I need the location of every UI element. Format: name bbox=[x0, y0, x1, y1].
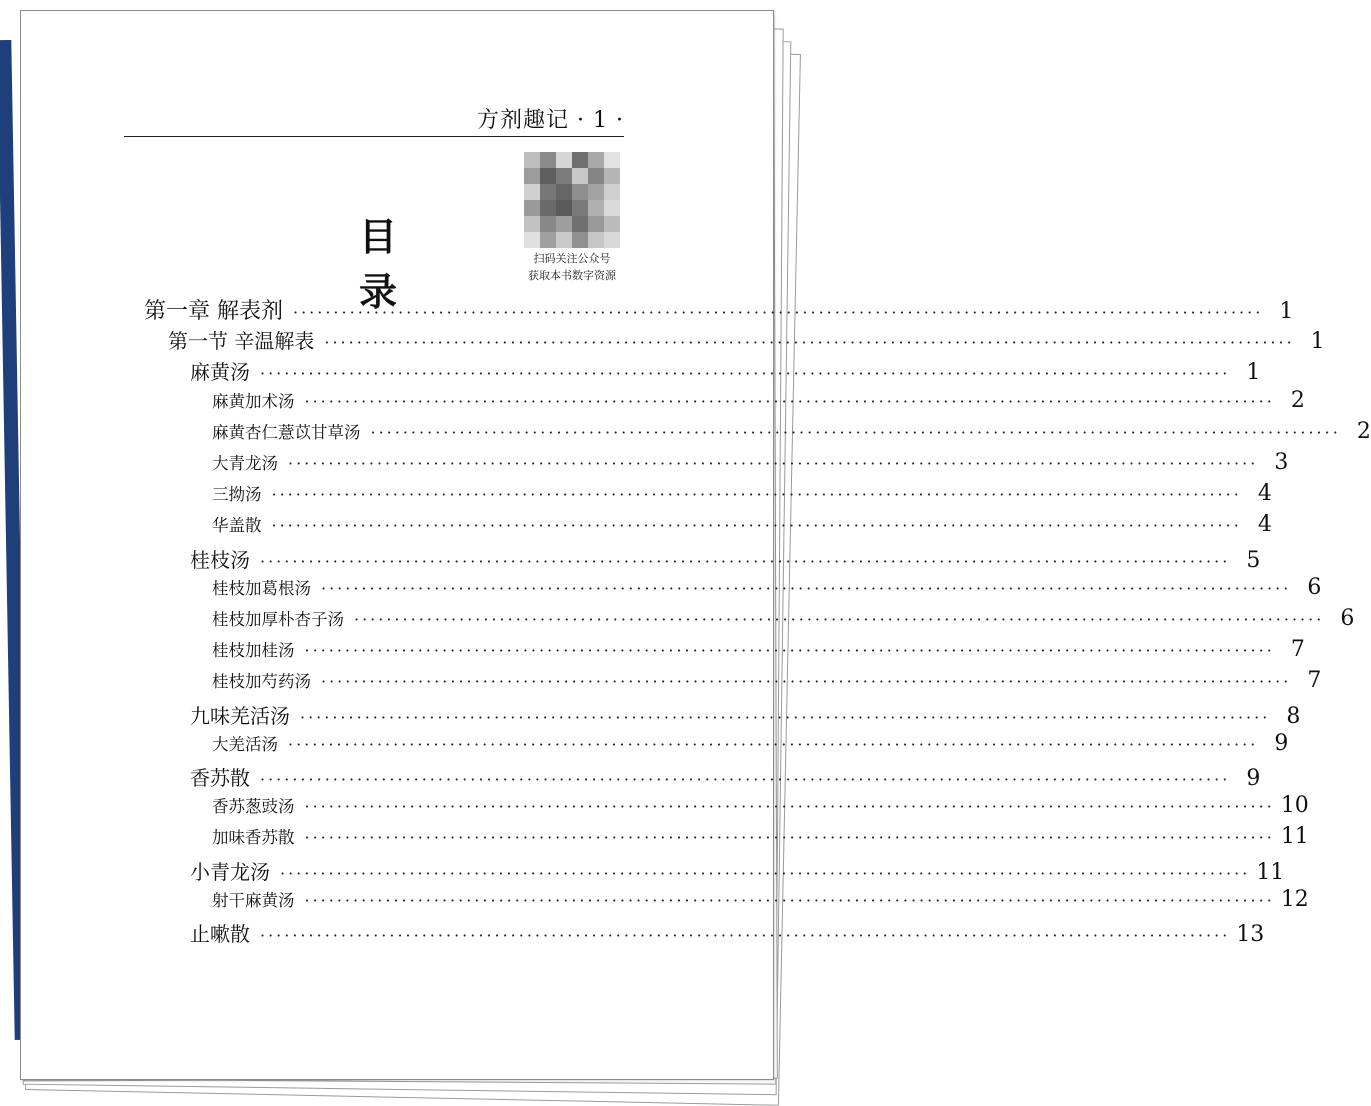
qr-pixel bbox=[540, 232, 556, 248]
toc-leader-dots: ························································································································ bbox=[300, 707, 1271, 727]
toc-entry[interactable] bbox=[168, 325, 1325, 355]
toc-entry-label: 大羌活汤 bbox=[212, 734, 278, 754]
toc-entry[interactable] bbox=[190, 356, 1261, 386]
toc-leader-dots: ························································································································ bbox=[324, 333, 1295, 353]
toc-entry-label: 香苏葱豉汤 bbox=[212, 797, 295, 817]
toc-entry-label: 麻黄杏仁薏苡甘草汤 bbox=[212, 422, 361, 442]
toc-page-number: 11 bbox=[1256, 859, 1285, 885]
qr-pixel bbox=[588, 184, 604, 200]
running-head: 方剂趣记 · 1 · bbox=[477, 108, 624, 133]
toc-entry[interactable] bbox=[190, 700, 1301, 729]
toc-leader-dots: ························································································································ bbox=[288, 734, 1259, 754]
qr-pixel bbox=[556, 200, 572, 216]
toc-entry[interactable] bbox=[212, 606, 1355, 631]
toc-page-number: 1 bbox=[1246, 360, 1261, 386]
toc-leader-dots: ························································································································ bbox=[260, 770, 1231, 789]
qr-pixel bbox=[572, 168, 588, 184]
toc-page-number: 12 bbox=[1280, 886, 1309, 912]
toc-entry-label: 香苏散 bbox=[190, 766, 250, 790]
toc-leader-dots: ························································································································ bbox=[280, 863, 1251, 883]
qr-pixel bbox=[588, 232, 604, 248]
toc-page-number: 1 bbox=[1310, 329, 1325, 355]
qr-pixel bbox=[604, 232, 620, 248]
toc-page-number: 7 bbox=[1307, 668, 1322, 694]
toc-entry-label: 桂枝加芍药汤 bbox=[212, 672, 311, 692]
toc-entry[interactable] bbox=[144, 294, 1294, 325]
toc-page-number: 1 bbox=[1279, 299, 1294, 324]
qr-pixel bbox=[540, 168, 556, 184]
qr-pixel bbox=[556, 184, 572, 200]
qr-pixel bbox=[588, 168, 604, 184]
toc-leader-dots: ························································································································ bbox=[304, 641, 1275, 661]
toc-leader-dots: ························································································································ bbox=[354, 610, 1325, 629]
toc-entry[interactable] bbox=[190, 856, 1285, 885]
toc-entry[interactable] bbox=[212, 793, 1309, 819]
toc-page-number: 13 bbox=[1236, 922, 1265, 947]
qr-pixel bbox=[540, 216, 556, 232]
toc-entry[interactable] bbox=[212, 574, 1322, 600]
toc-entry[interactable] bbox=[190, 544, 1261, 573]
toc-leader-dots: ························································································································ bbox=[304, 797, 1275, 817]
toc-leader-dots: ························································································································ bbox=[260, 364, 1231, 384]
toc-entry-label: 三拗汤 bbox=[212, 485, 262, 505]
toc-page-number: 2 bbox=[1290, 387, 1305, 413]
page-title: 目 录 bbox=[358, 215, 425, 314]
qr-pixel bbox=[588, 216, 604, 232]
toc-page-number: 9 bbox=[1246, 766, 1261, 791]
toc-entry-label: 华盖散 bbox=[212, 516, 262, 536]
qr-pixel bbox=[556, 216, 572, 232]
toc-entry-label: 桂枝加桂汤 bbox=[212, 641, 295, 661]
toc-page-number: 11 bbox=[1280, 824, 1309, 850]
toc-entry-label: 九味羌活汤 bbox=[190, 703, 290, 728]
qr-pixel bbox=[524, 216, 540, 232]
toc-entry[interactable] bbox=[190, 918, 1265, 947]
qr-pixel bbox=[524, 232, 540, 248]
toc-entry-label: 麻黄汤 bbox=[190, 360, 250, 385]
qr-pixel bbox=[604, 152, 620, 168]
qr-caption bbox=[516, 250, 628, 284]
toc-entry[interactable] bbox=[212, 512, 1272, 538]
qr-pixel bbox=[572, 152, 588, 168]
toc-entry[interactable] bbox=[190, 762, 1261, 791]
toc-entry-label: 小青龙汤 bbox=[190, 859, 270, 884]
qr-pixel bbox=[604, 200, 620, 216]
toc-entry[interactable] bbox=[212, 668, 1322, 694]
toc-page-number: 4 bbox=[1257, 481, 1272, 507]
toc-entry-label: 桂枝加厚朴杏子汤 bbox=[212, 610, 344, 629]
toc-page-number: 6 bbox=[1307, 574, 1322, 600]
qr-pixel bbox=[524, 168, 540, 184]
toc-page-number: 7 bbox=[1290, 637, 1305, 663]
qr-pixel bbox=[572, 200, 588, 216]
toc-page-number: 3 bbox=[1274, 450, 1289, 475]
toc-entry-label: 桂枝汤 bbox=[190, 547, 250, 572]
toc-entry-label: 桂枝加葛根汤 bbox=[212, 578, 311, 598]
toc-leader-dots: ························································································································ bbox=[304, 391, 1275, 411]
toc-entry-label: 第一章 解表剂 bbox=[144, 299, 283, 324]
toc-entry[interactable] bbox=[212, 387, 1305, 413]
toc-page-number: 8 bbox=[1286, 703, 1301, 729]
toc-leader-dots: ························································································································ bbox=[260, 926, 1231, 945]
toc-entry[interactable] bbox=[212, 730, 1289, 756]
toc-entry[interactable] bbox=[212, 824, 1309, 850]
toc-leader-dots: ························································································································ bbox=[271, 485, 1242, 505]
qr-caption-line1: 扫码关注公众号 bbox=[533, 252, 611, 265]
toc-leader-dots: ························································································································ bbox=[321, 672, 1292, 692]
toc-entry[interactable] bbox=[212, 450, 1289, 475]
toc-entry-label: 麻黄加术汤 bbox=[212, 391, 295, 411]
toc-leader-dots: ························································································································ bbox=[321, 578, 1292, 598]
qr-pixel bbox=[556, 232, 572, 248]
qr-pixel bbox=[572, 216, 588, 232]
toc-entry-label: 射干麻黄汤 bbox=[212, 890, 295, 910]
qr-pixel bbox=[540, 152, 556, 168]
toc-entry[interactable] bbox=[212, 886, 1309, 912]
toc-entry-label: 大青龙汤 bbox=[212, 454, 278, 473]
toc-leader-dots: ························································································································ bbox=[260, 551, 1231, 571]
toc-entry-label: 第一节 辛温解表 bbox=[168, 329, 315, 354]
qr-caption-line2: 获取本书数字资源 bbox=[528, 269, 616, 282]
toc-leader-dots: ························································································································ bbox=[304, 890, 1275, 910]
toc-page-number: 5 bbox=[1246, 547, 1261, 573]
qr-pixel bbox=[604, 216, 620, 232]
toc-page-number: 9 bbox=[1274, 730, 1289, 756]
qr-pixel bbox=[540, 184, 556, 200]
header-rule bbox=[124, 136, 624, 137]
qr-pixel bbox=[588, 200, 604, 216]
toc-page-number: 4 bbox=[1257, 512, 1272, 538]
toc-entry[interactable] bbox=[212, 637, 1305, 663]
toc-entry-label: 加味香苏散 bbox=[212, 828, 295, 848]
qr-pixel bbox=[604, 184, 620, 200]
toc-leader-dots: ························································································································ bbox=[271, 516, 1242, 536]
qr-pixel bbox=[572, 184, 588, 200]
qr-pixel bbox=[604, 168, 620, 184]
toc-entry-label: 止嗽散 bbox=[190, 922, 250, 946]
qr-pixel bbox=[556, 152, 572, 168]
toc-entry[interactable] bbox=[212, 481, 1272, 507]
qr-pixel bbox=[540, 200, 556, 216]
qr-code[interactable] bbox=[524, 152, 620, 248]
toc-entry[interactable] bbox=[212, 418, 1371, 444]
toc-leader-dots: ························································································································ bbox=[304, 828, 1275, 848]
qr-pixel bbox=[572, 232, 588, 248]
qr-pixel bbox=[524, 184, 540, 200]
qr-pixel bbox=[588, 152, 604, 168]
toc-leader-dots: ························································································································ bbox=[288, 454, 1259, 473]
toc-leader-dots: ························································································································ bbox=[370, 422, 1341, 442]
qr-pixel bbox=[556, 168, 572, 184]
toc-leader-dots: ························································································································ bbox=[293, 303, 1264, 322]
toc-page-number: 2 bbox=[1356, 418, 1371, 444]
toc-page-number: 6 bbox=[1340, 606, 1355, 631]
qr-pixel bbox=[524, 200, 540, 216]
qr-pixel bbox=[524, 152, 540, 168]
toc-page-number: 10 bbox=[1280, 793, 1309, 819]
